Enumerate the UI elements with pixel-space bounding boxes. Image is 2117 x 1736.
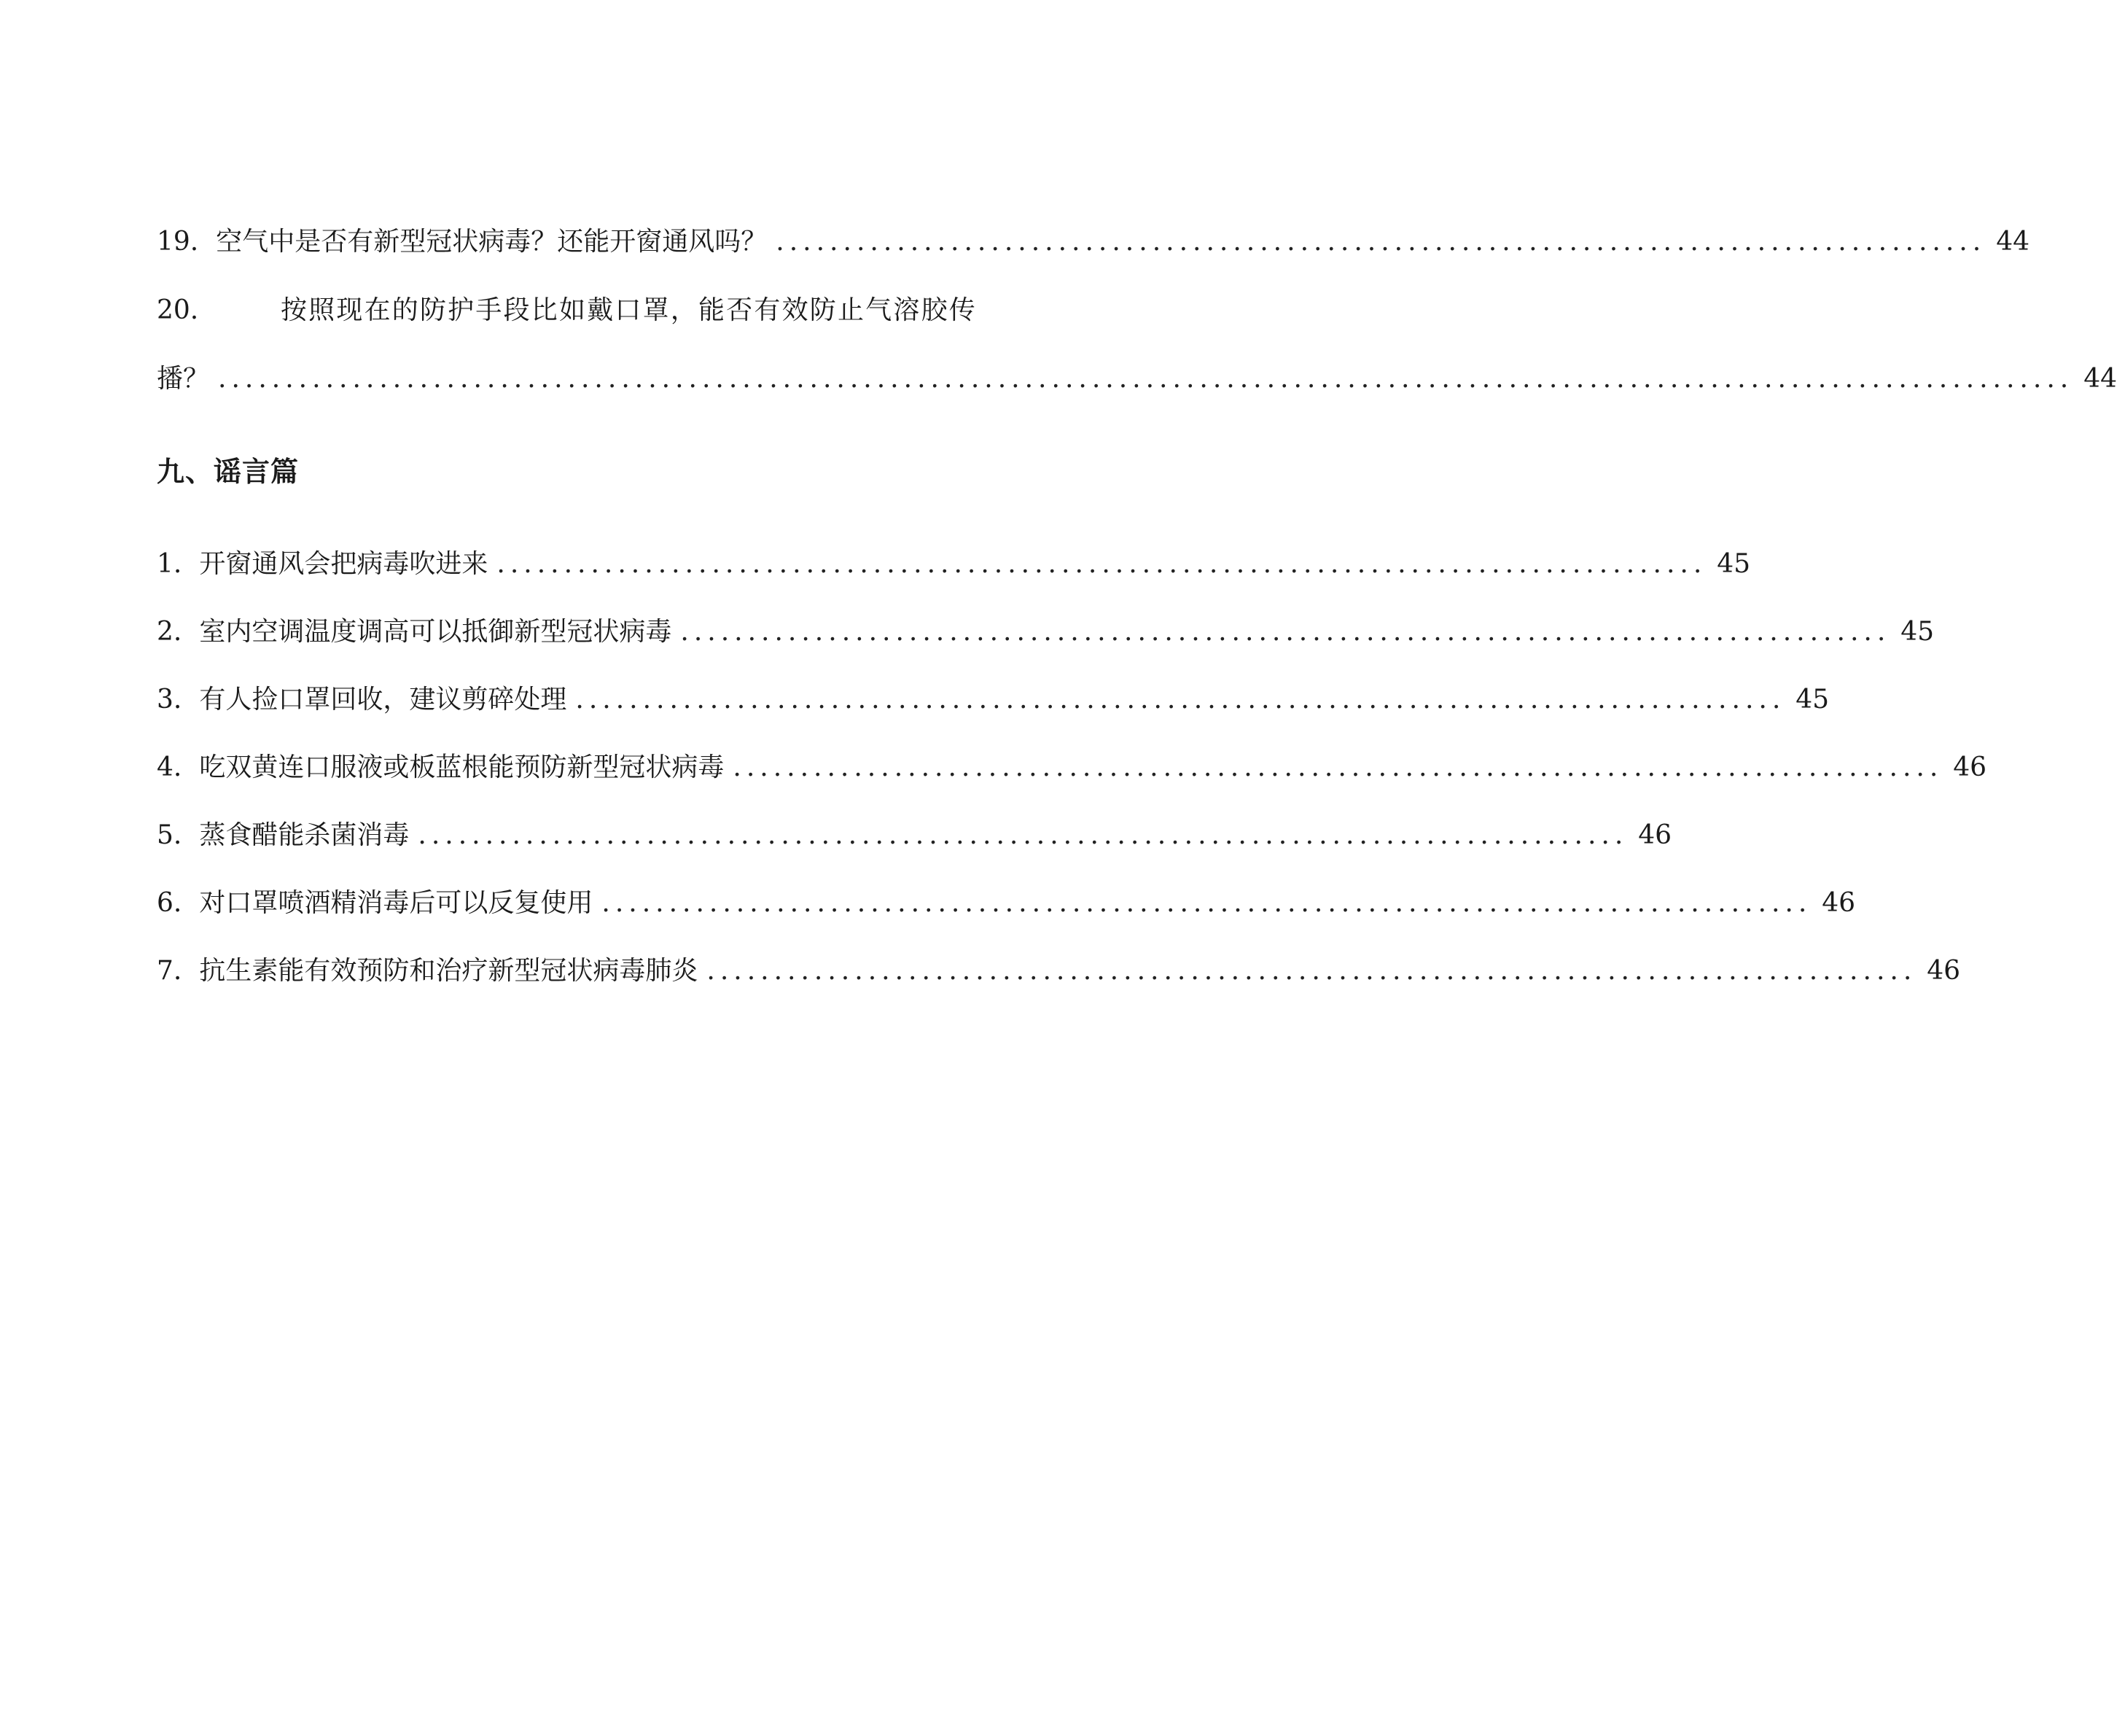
toc-entry-page: 46 — [1953, 752, 1987, 782]
dot-leader: .......................................................................................... — [496, 549, 1707, 579]
toc-entry-title-continued: 播？ — [157, 364, 210, 394]
dot-leader: .......................................................................................... — [706, 956, 1917, 986]
toc-entry-number: 20. — [157, 295, 199, 325]
toc-entry-number: 3. — [157, 685, 182, 715]
toc-entry-title: 开窗通风会把病毒吹进来 — [199, 549, 488, 579]
toc-entry-rumor-6[interactable] — [157, 881, 1856, 925]
toc-entry-number: 1. — [157, 549, 182, 579]
toc-entry-page: 46 — [1927, 956, 1961, 986]
dot-leader: .......................................................................................... — [776, 227, 1987, 257]
toc-entry-page: 44 — [2083, 364, 2117, 394]
toc-entry-title: 蒸食醋能杀菌消毒 — [199, 820, 410, 850]
toc-entry-number: 6. — [157, 888, 182, 918]
dot-leader: .......................................................................................... — [575, 685, 1786, 715]
toc-entry-rumor-5[interactable] — [157, 814, 1672, 857]
toc-entry-title: 空气中是否有新型冠状病毒？还能开窗通风吗？ — [216, 227, 768, 257]
toc-entry-rumor-1[interactable] — [157, 542, 1751, 586]
toc-entry-page: 45 — [1796, 685, 1830, 715]
dot-leader: .......................................................................................... — [418, 820, 1629, 850]
toc-entry-20-line-2[interactable] — [157, 357, 2117, 401]
toc-entry-title: 有人捡口罩回收，建议剪碎处理 — [199, 685, 567, 715]
toc-entry-rumor-2[interactable] — [157, 610, 1935, 654]
toc-entry-rumor-4[interactable] — [157, 746, 1987, 790]
toc-entry-number: 5. — [157, 820, 182, 850]
toc-entry-20-line-1[interactable] — [157, 289, 977, 332]
toc-entry-number: 19. — [157, 227, 199, 257]
dot-leader: .......................................................................................... — [680, 617, 1891, 647]
toc-entry-number: 4. — [157, 752, 182, 782]
dot-leader: .......................................................................................................................................... — [218, 364, 2074, 394]
toc-entry-rumor-7[interactable] — [157, 949, 1961, 993]
toc-entry-title: 抗生素能有效预防和治疗新型冠状病毒肺炎 — [199, 956, 698, 986]
toc-entry-title: 按照现在的防护手段比如戴口罩，能否有效防止气溶胶传 — [280, 295, 977, 325]
toc-entry-number: 7. — [157, 956, 182, 986]
toc-entry-title: 室内空调温度调高可以抵御新型冠状病毒 — [199, 617, 672, 647]
toc-entry-title: 吃双黄连口服液或板蓝根能预防新型冠状病毒 — [199, 752, 725, 782]
toc-entry-page: 45 — [1900, 617, 1935, 647]
dot-leader: .......................................................................................... — [601, 888, 1812, 918]
toc-entry-rumor-3[interactable] — [157, 678, 1830, 722]
toc-entry-page: 46 — [1638, 820, 1672, 850]
toc-entry-page: 46 — [1822, 888, 1856, 918]
toc-entry-title: 对口罩喷酒精消毒后可以反复使用 — [199, 888, 593, 918]
section-heading: 九、谣言篇 — [157, 455, 300, 488]
toc-entry-page: 45 — [1717, 549, 1751, 579]
toc-entry-page: 44 — [1996, 227, 2030, 257]
toc-entry-19[interactable] — [157, 220, 2030, 264]
toc-entry-number: 2. — [157, 617, 182, 647]
dot-leader: .......................................................................................... — [733, 752, 1943, 782]
